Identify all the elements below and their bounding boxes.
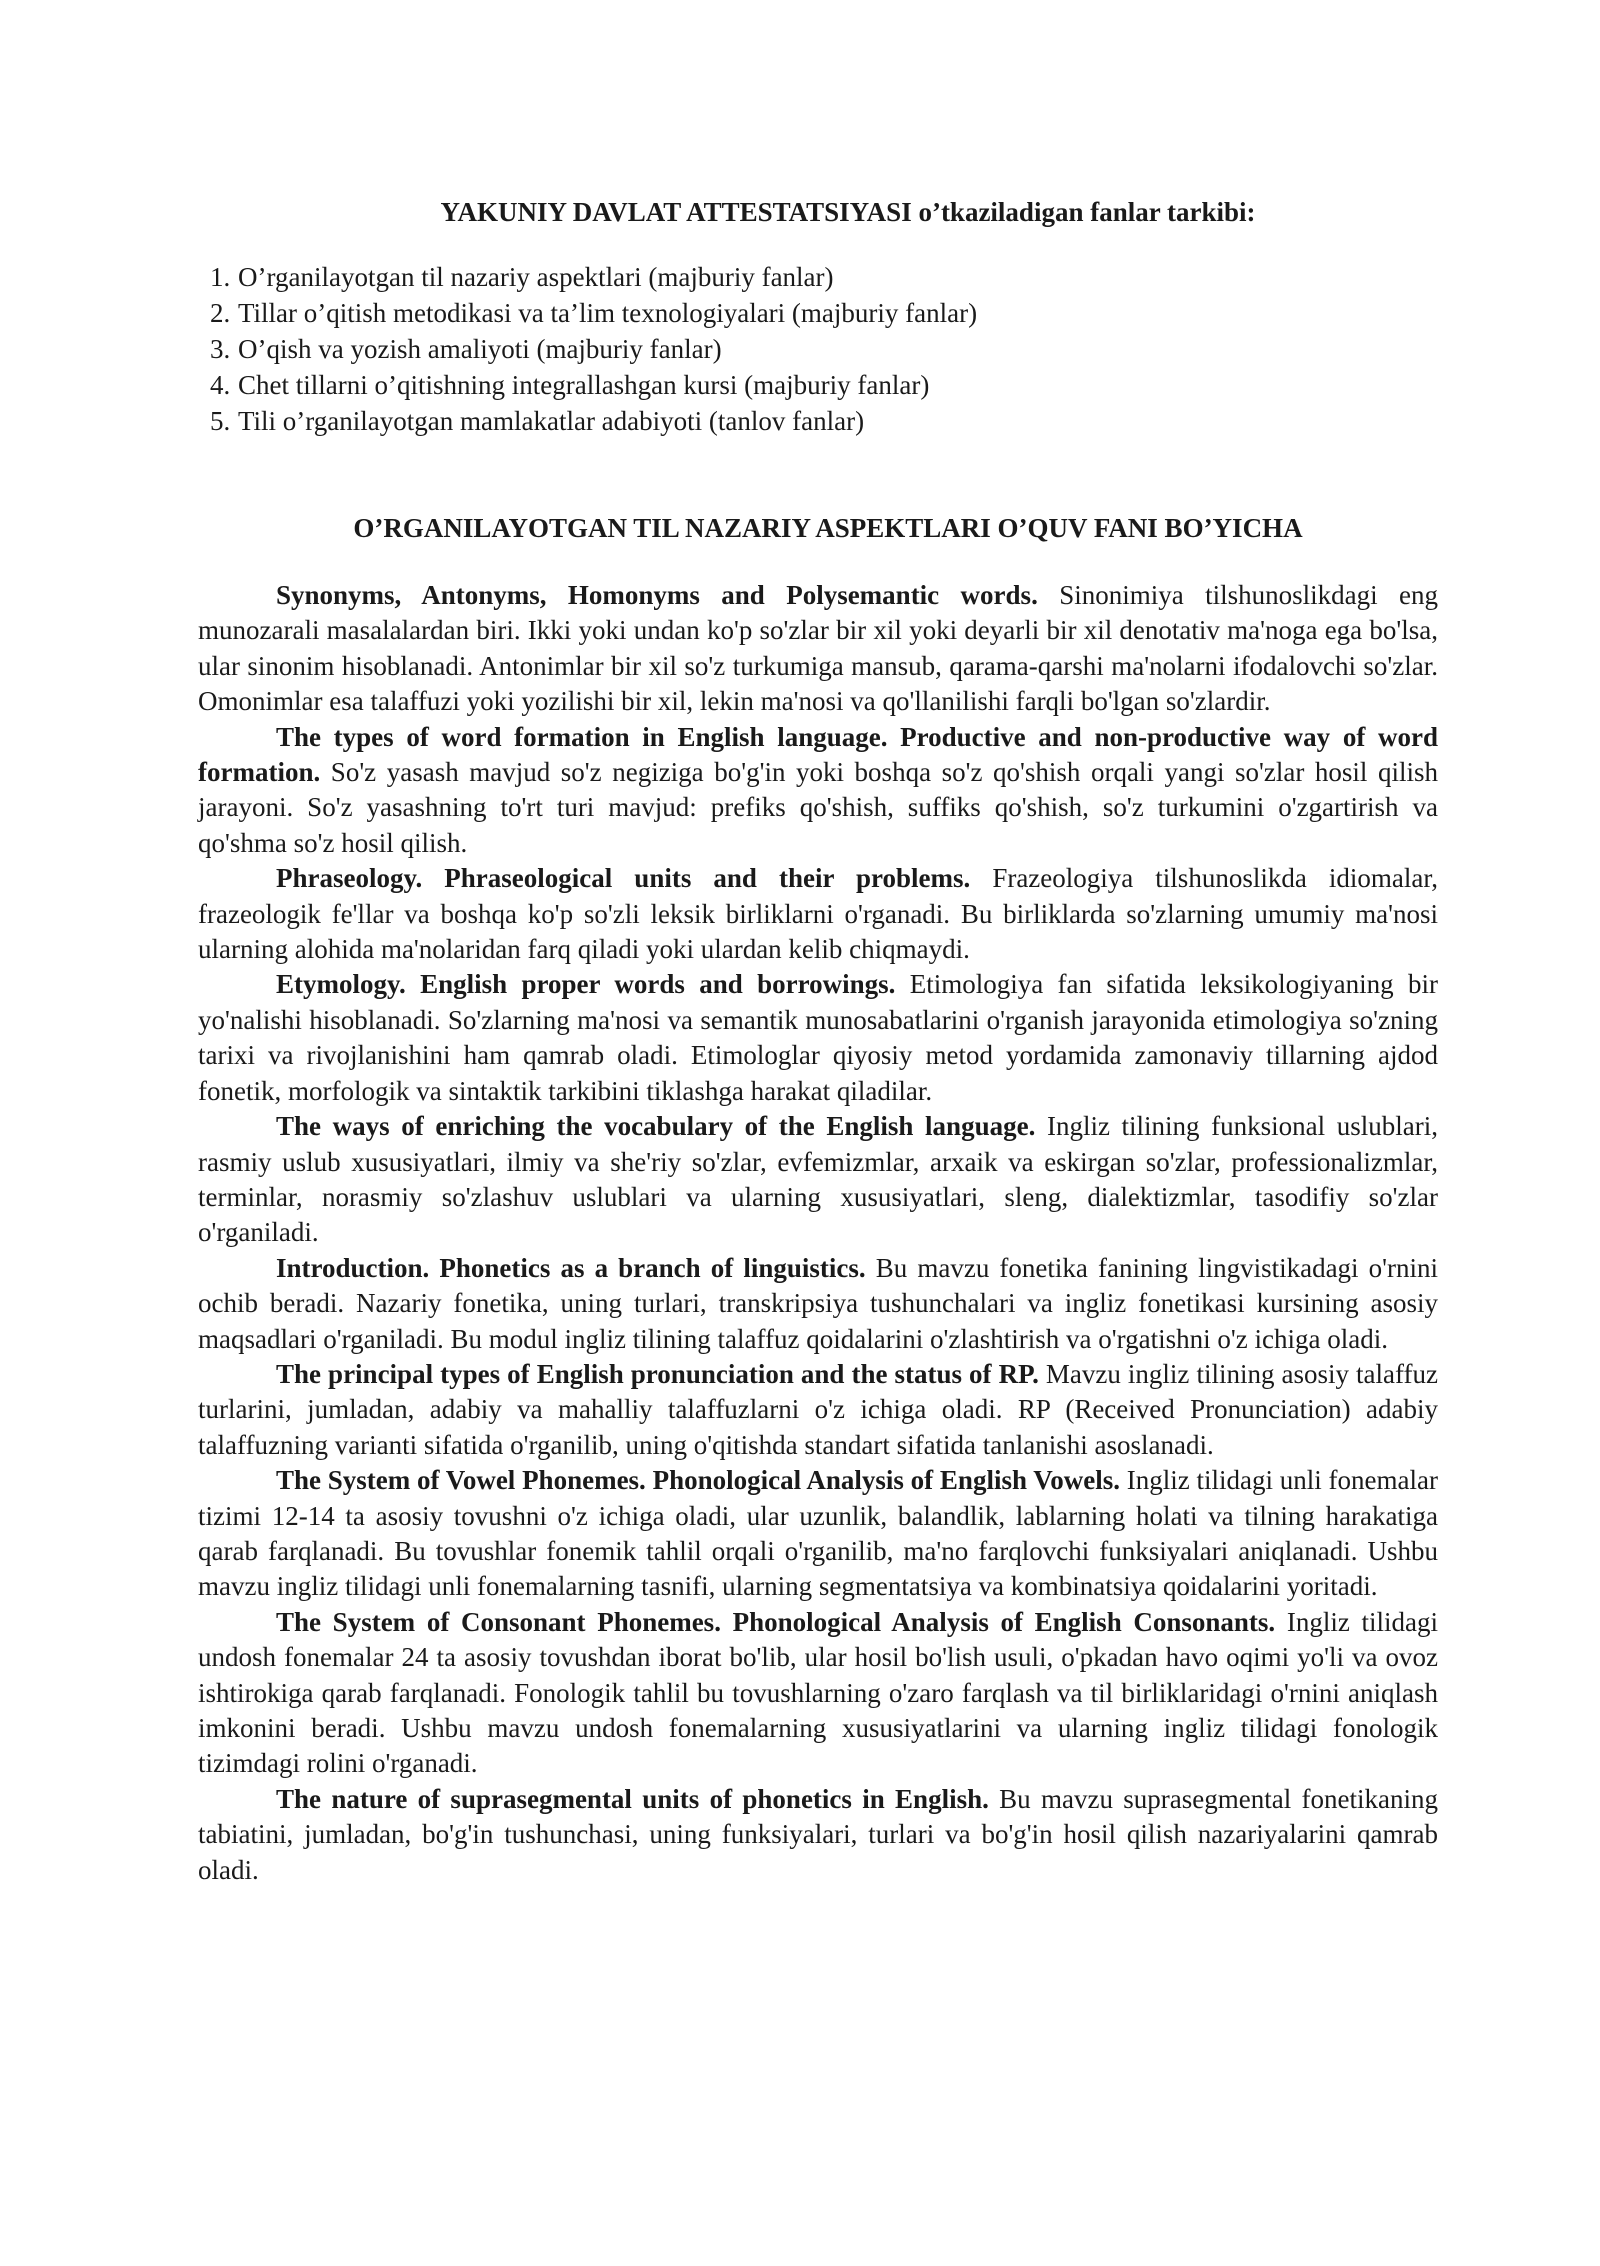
topic-body: So'z yasash mavjud so'z negiziga bo'g'in yoki boshqa so'z qo'shish orqali yangi so'zlar hosil qilish jarayoni. So'z yasashning to'rt turi mavjud: prefiks qo'shish, suffiks qo'shish, so'z turkumini o'zgartirish va qo'shma so'z hosil qilish. xyxy=(198,757,1438,858)
topic-body: Frazeologiya tilshunoslikda idiomalar, frazeologik fe'llar va boshqa ko'p so'zli leksik birliklarni o'rganadi. Bu birliklarda so'zlarning umumiy ma'nosi ularning alohida ma'nolaridan farq qiladi yoki ulardan kelib chiqmaydi. xyxy=(198,863,1438,965)
topic-paragraph xyxy=(198,1357,1438,1463)
topic-body: Ingliz tilining funksional uslublari, rasmiy uslub xususiyatlari, ilmiy va she'riy so'zlar, evfemizmlar, arxaik va eskirgan so'zlar, professionalizmlar, terminlar, norasmiy so'zlashuv uslublari va ularning xususiyatlari, sleng, dialektizmlar, tasodifiy so'zlar o'rganiladi. xyxy=(198,1111,1438,1248)
topic-body: Ingliz tilidagi unli fonemalar tizimi 12-14 ta asosiy tovushni o'z ichiga oladi, ular uzunlik, balandlik, lablarning holati va tilning harakatiga qarab farqlanadi. Bu tovushlar fonemik tahlil orqali o'rganilib, ma'no farqlovchi funksiyalari aniqlanadi. Ushbu mavzu ingliz tilidagi unli fonemalarning tasnifi, ularning segmentatsiya va kombinatsiya qoidalarini yoritadi. xyxy=(198,1465,1438,1602)
topic-heading: The System of Consonant Phonemes. Phonological Analysis of English Consonants. xyxy=(276,1606,1276,1637)
list-item-text: Tili o’rganilayotgan mamlakatlar adabiyoti (tanlov fanlar) xyxy=(238,406,865,436)
topic-paragraph xyxy=(198,578,1438,720)
list-item xyxy=(198,331,1438,367)
topic-paragraph xyxy=(198,1463,1438,1605)
list-item-text: O’rganilayotgan til nazariy aspektlari (majburiy fanlar) xyxy=(238,262,834,292)
list-item-text: O’qish va yozish amaliyoti (majburiy fanlar) xyxy=(238,334,722,364)
topic-body: Etimologiya fan sifatida leksikologiyaning bir yo'nalishi hisoblanadi. So'zlarning ma'nosi va semantik munosabatlarini o'rganish jarayonida etimologiya so'zning tarixi va rivojlanishini ham qamrab oladi. Etimologlar qiyosiy metod yordamida zamonaviy tillarning ajdod fonetik, morfologik va sintaktik tarkibini tiklashga harakat qiladilar. xyxy=(198,969,1439,1106)
section-title: O’RGANILAYOTGAN TIL NAZARIY ASPEKTLARI O’QUV FANI BO’YICHA xyxy=(353,513,1303,543)
list-item xyxy=(198,295,1438,331)
list-number: 3. xyxy=(210,334,231,364)
list-item-text: Chet tillarni o’qitishning integrallashgan kursi (majburiy fanlar) xyxy=(238,370,930,400)
list-item xyxy=(198,367,1438,403)
topic-paragraph xyxy=(198,1605,1438,1782)
topic-body: Mavzu ingliz tilining asosiy talaffuz turlarini, jumladan, adabiy va mahalliy talaffuzlarni o'z ichiga oladi. RP (Received Pronunciation) adabiy talaffuzning varianti sifatida o'rganilib, uning o'qitishda standart sifatida tanlanishi asoslanadi. xyxy=(198,1358,1439,1460)
topic-paragraph xyxy=(198,1109,1438,1251)
topic-heading: The ways of enriching the vocabulary of the English language. xyxy=(276,1111,1036,1142)
topic-heading: The System of Vowel Phonemes. Phonological Analysis of English Vowels. xyxy=(276,1465,1121,1496)
topic-paragraph xyxy=(198,967,1438,1109)
list-number: 1. xyxy=(210,262,231,292)
topic-body: Sinonimiya tilshunoslikdagi eng munozarali masalalardan biri. Ikki yoki undan ko'p so'zlar bir xil yoki deyarli bir xil denotativ ma'noga ega bo'lsa, ular sinonim hisoblanadi. Antonimlar bir xil so'z turkumiga mansub, qarama-qarshi ma'nolarni ifodalovchi so'zlar. Omonimlar esa talaffuzi yoki yozilishi bir xil, lekin ma'nosi va qo'llanilishi farqli bo'lgan so'zlardir. xyxy=(198,580,1439,717)
topic-heading: Phraseology. Phraseological units and their problems. xyxy=(276,863,971,894)
topic-body: Bu mavzu suprasegmental fonetikaning tabiatini, jumladan, bo'g'in tushunchasi, uning funksiyalari, turlari va bo'g'in hosil qilish nazariyalarini qamrab oladi. xyxy=(198,1783,1438,1885)
list-number: 2. xyxy=(210,298,231,328)
list-number: 5. xyxy=(210,406,231,436)
topic-heading: Etymology. English proper words and borrowings. xyxy=(276,969,896,1000)
topic-body: Ingliz tilidagi undosh fonemalar 24 ta asosiy tovushdan iborat bo'lib, ular hosil bo'lish usuli, o'pkadan havo oqimi yo'li va ovoz ishtirokiga qarab farqlanadi. Fonologik tahlil bu tovushlarning o'zaro farqlash va til birliklaridagi o'rnini aniqlash imkonini beradi. Ushbu mavzu undosh fonemalarning xususiyatlarini va ularning ingliz tilidagi fonologik tizimdagi rolini o'rganadi. xyxy=(198,1606,1438,1779)
topic-heading: Synonyms, Antonyms, Homonyms and Polysemantic words. xyxy=(276,580,1038,610)
topic-heading: The nature of suprasegmental units of phonetics in English. xyxy=(276,1783,989,1814)
subject-list xyxy=(198,259,1438,439)
topic-heading: The types of word formation in English language. Productive and non-productive way of word formation. xyxy=(198,721,1438,788)
topic-paragraph xyxy=(198,861,1438,967)
list-item xyxy=(198,259,1438,295)
list-item-text: Tillar o’qitish metodikasi va ta’lim texnologiyalari (majburiy fanlar) xyxy=(238,298,978,328)
topic-paragraph xyxy=(198,1782,1438,1888)
topic-paragraph xyxy=(198,720,1438,862)
topic-heading: Introduction. Phonetics as a branch of linguistics. xyxy=(276,1252,866,1283)
topic-body: Bu mavzu fonetika fanining lingvistikadagi o'rnini ochib beradi. Nazariy fonetika, uning turlari, transkripsiya tushunchalari va ingliz fonetikasi kursining asosiy maqsadlari o'rganiladi. Bu modul ingliz tilining talaffuz qoidalarini o'zlashtirish va o'rgatishni o'z ichiga oladi. xyxy=(198,1252,1439,1354)
topic-paragraph xyxy=(198,1251,1438,1357)
document-title: YAKUNIY DAVLAT ATTESTATSIYASI o’tkaziladigan fanlar tarkibi: xyxy=(440,197,1256,227)
document-page xyxy=(198,195,1438,1888)
topic-heading: The principal types of English pronunciation and the status of RP. xyxy=(276,1358,1039,1389)
list-number: 4. xyxy=(210,370,231,400)
list-item xyxy=(198,403,1438,439)
